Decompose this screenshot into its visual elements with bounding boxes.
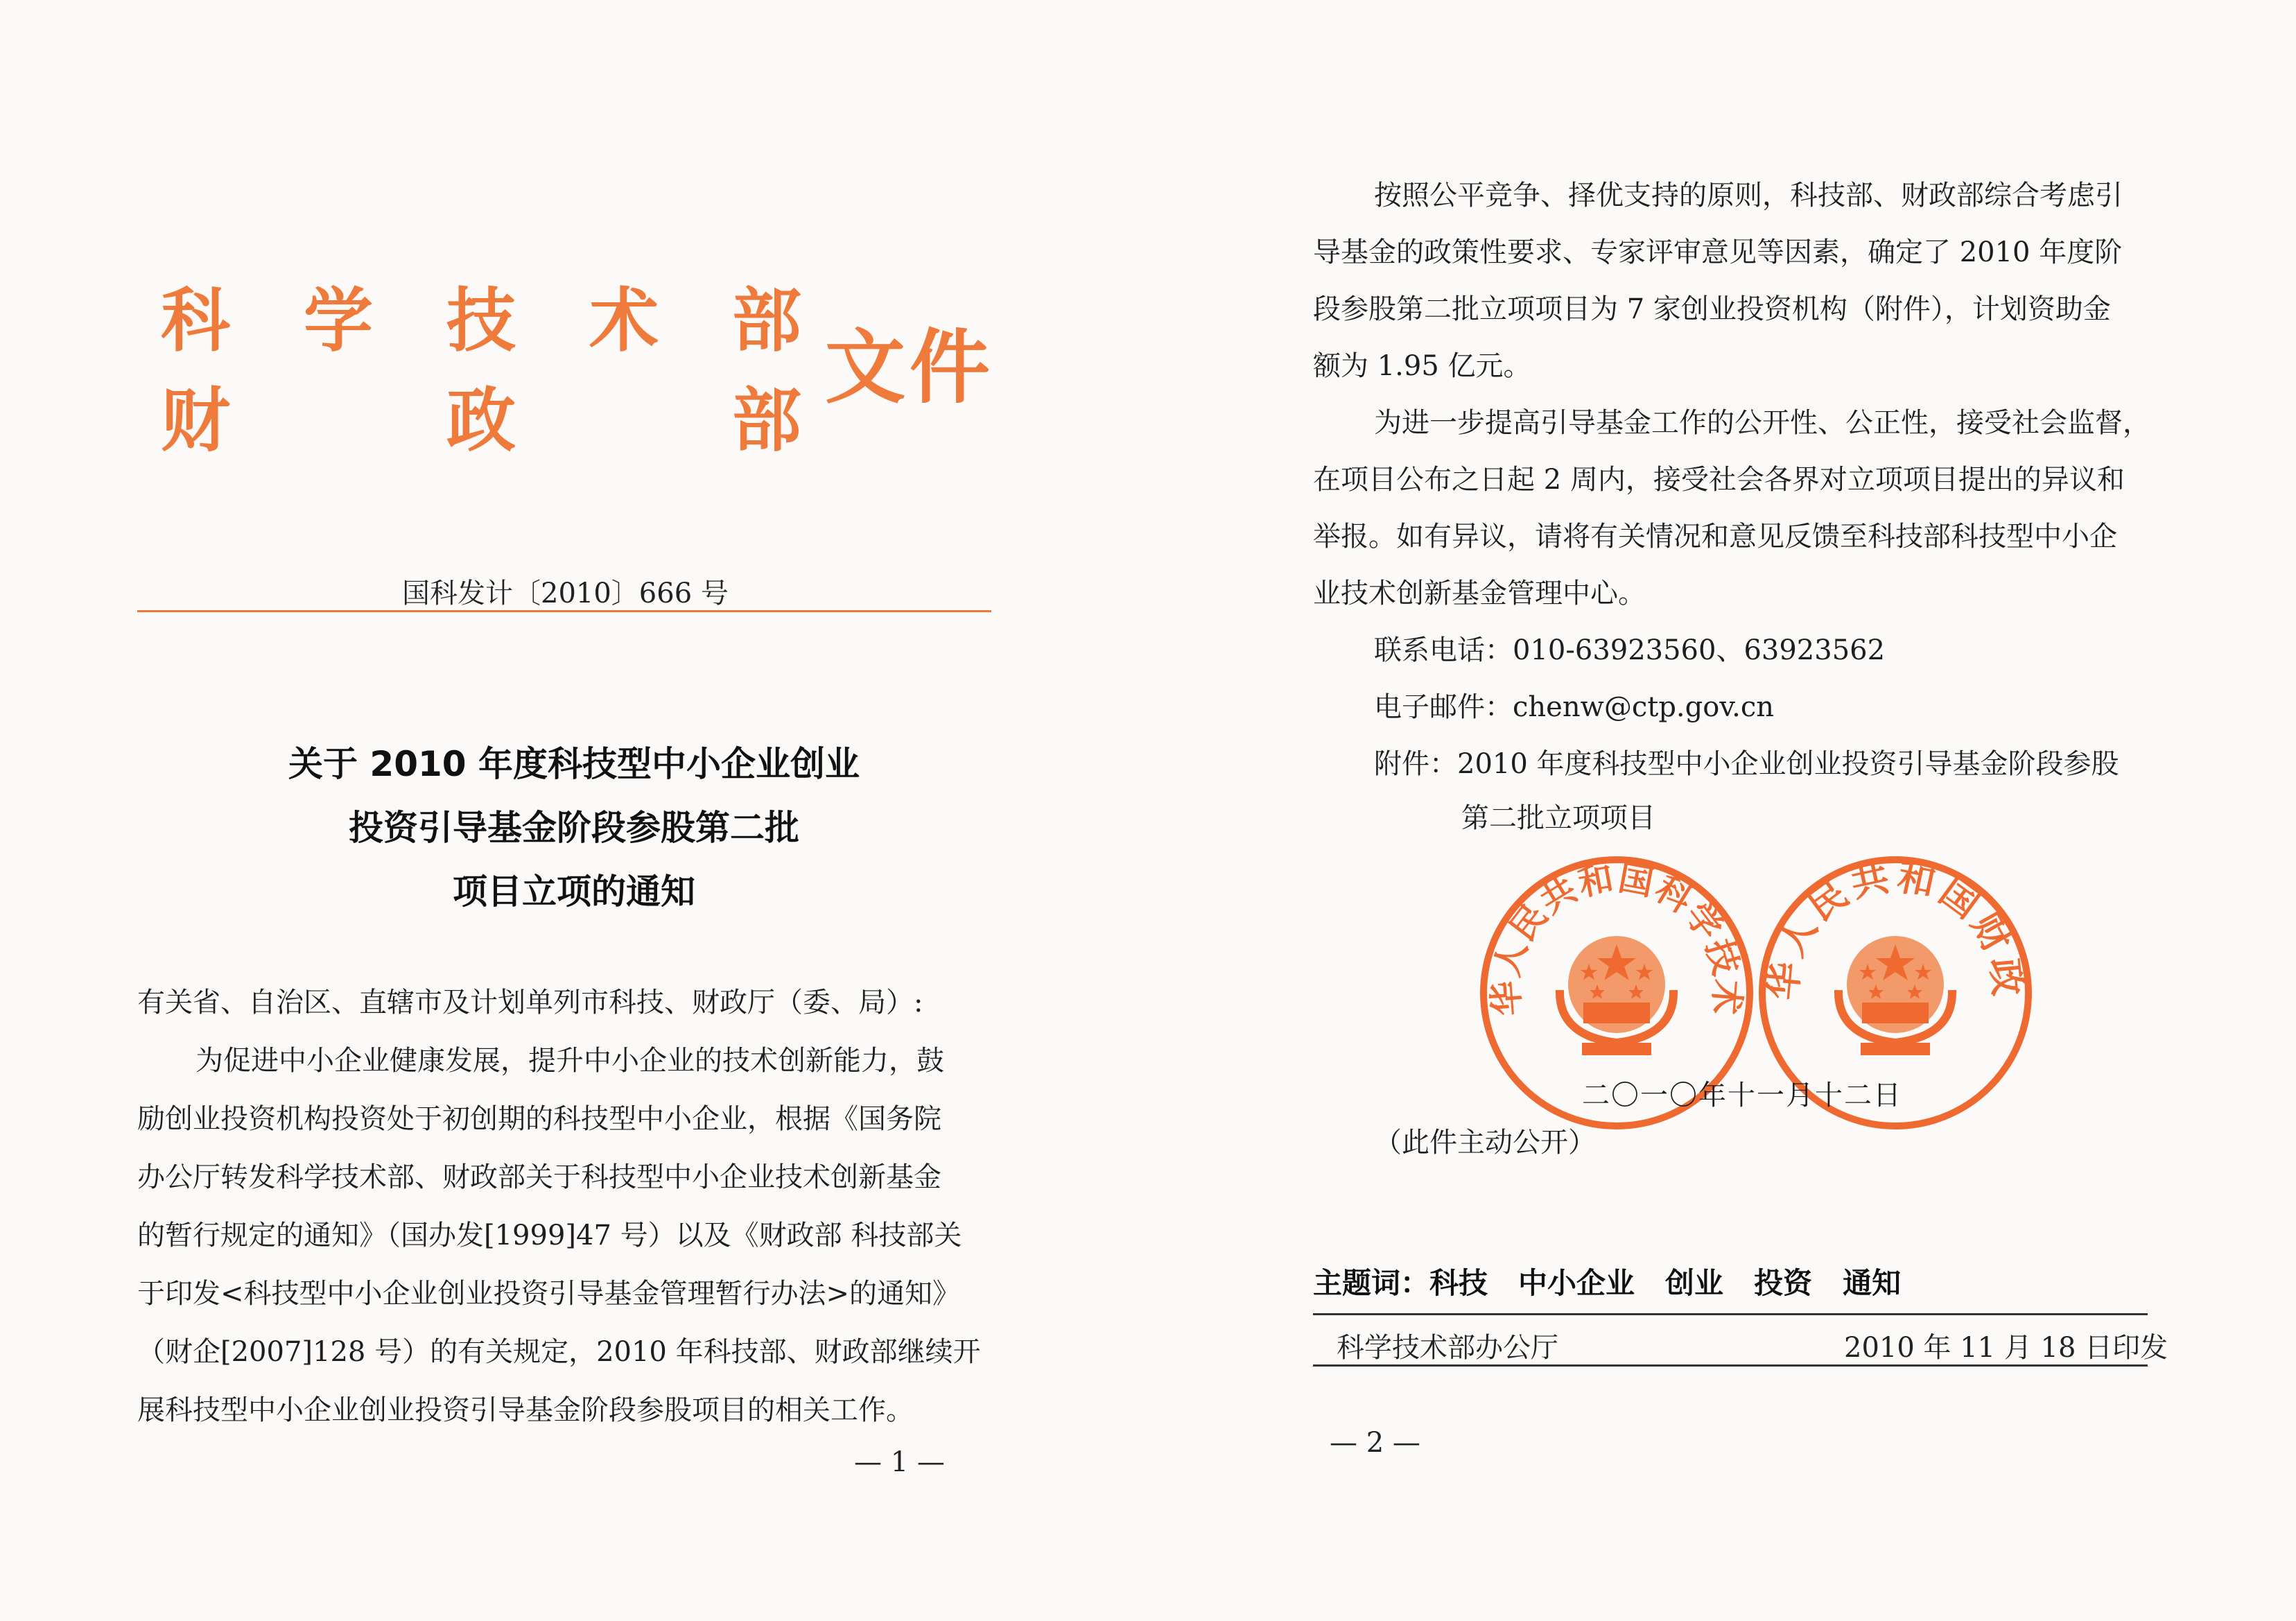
para2-line: 按照公平竞争、择优支持的原则，科技部、财政部综合考虑引 xyxy=(1374,180,2123,211)
para1-line: 为促进中小企业健康发展，提升中小企业的技术创新能力，鼓 xyxy=(195,1045,944,1077)
para3-line: 举报。如有异议，请将有关情况和意见反馈至科技部科技型中小企 xyxy=(1313,521,2117,553)
letterhead-suffix: 文件 xyxy=(825,320,994,415)
print-date: 2010 年 11 月 18 日印发 xyxy=(1844,1332,2168,1364)
keyword: 通知 xyxy=(1843,1266,1902,1300)
letterhead-char: 术 xyxy=(589,279,659,361)
contact-phone xyxy=(1374,636,1885,664)
para3-line: 为进一步提高引导基金工作的公开性、公正性，接受社会监督， xyxy=(1374,407,2150,439)
page-number: — 2 — xyxy=(1330,1427,1420,1459)
sign-date: 二〇一〇年十一月十二日 xyxy=(1582,1080,1902,1111)
doc-title-line-2: 投资引导基金阶段参股第二批 xyxy=(349,808,799,848)
seal-left-text: 华人民共和国科学技术 xyxy=(1485,857,1748,1018)
attachment-label: 附件： xyxy=(1374,748,1457,780)
rule-top xyxy=(1313,1313,2148,1315)
para3-line: 在项目公布之日起 2 周内，接受社会各界对立项项目提出的异议和 xyxy=(1313,464,2125,496)
national-emblem-icon xyxy=(1838,936,1952,1055)
para1-line: 展科技型中小企业创业投资引导基金阶段参股项目的相关工作。 xyxy=(137,1394,914,1426)
doc-title-line-1: 关于 2010 年度科技型中小企业创业 xyxy=(288,744,860,784)
email-value: chenw@ctp.gov.cn xyxy=(1513,691,1775,723)
seal-right-text: 华人民共和国财政 xyxy=(1761,854,2030,1002)
para3-line: 业技术创新基金管理中心。 xyxy=(1313,578,1646,609)
rule-bottom xyxy=(1313,1364,2148,1367)
letterhead-char: 政 xyxy=(446,379,516,461)
keywords-label: 主题词： xyxy=(1313,1266,1430,1300)
page-number: — 1 — xyxy=(854,1446,945,1478)
para1-line: （财企[2007]128 号）的有关规定，2010 年科技部、财政部继续开 xyxy=(137,1336,981,1368)
para2-line: 段参股第二批立项项目为 7 家创业投资机构（附件），计划资助金 xyxy=(1313,293,2111,325)
letterhead-char: 科 xyxy=(161,279,230,361)
letterhead-char: 技 xyxy=(446,279,516,361)
keyword: 科技 xyxy=(1429,1266,1488,1300)
attachment-title-cont: 第二批立项项目 xyxy=(1461,802,1655,834)
attachment xyxy=(1374,750,2119,778)
para2-line: 导基金的政策性要求、专家评审意见等因素，确定了 2010 年度阶 xyxy=(1313,236,2123,268)
email-label: 电子邮件： xyxy=(1374,691,1513,723)
doc-number: 国科发计〔2010〕666 号 xyxy=(402,578,729,609)
para1-line: 办公厅转发科学技术部、财政部关于科技型中小企业技术创新基金 xyxy=(137,1161,941,1193)
issuing-office: 科学技术部办公厅 xyxy=(1337,1332,1558,1364)
attachment-title: 2010 年度科技型中小企业创业投资引导基金阶段参股 xyxy=(1457,748,2119,780)
addressee: 有关省、自治区、直辖市及计划单列市科技、财政厅（委、局）: xyxy=(137,987,923,1018)
keyword: 创业 xyxy=(1665,1266,1724,1300)
letterhead-char: 部 xyxy=(732,379,801,461)
para2-line: 额为 1.95 亿元。 xyxy=(1313,350,1531,382)
page-2 xyxy=(1148,0,2296,1621)
keyword: 投资 xyxy=(1754,1266,1813,1300)
para1-line: 的暂行规定的通知》（国办发[1999]47 号）以及《财政部 科技部关 xyxy=(137,1220,962,1251)
doc-title-line-3: 项目立项的通知 xyxy=(453,872,695,912)
national-emblem-icon xyxy=(1560,936,1673,1055)
phone-label: 联系电话： xyxy=(1374,634,1513,666)
red-separator-line xyxy=(137,610,991,612)
letterhead-char: 部 xyxy=(732,279,801,361)
keyword: 中小企业 xyxy=(1518,1266,1635,1300)
phone-value: 010-63923560、63923562 xyxy=(1513,634,1886,666)
keywords xyxy=(1313,1260,1931,1302)
letterhead-char: 学 xyxy=(304,279,373,361)
para1-line: 励创业投资机构投资处于初创期的科技型中小企业，根据《国务院 xyxy=(137,1103,941,1135)
contact-email xyxy=(1374,693,1774,721)
public-note: （此件主动公开） xyxy=(1374,1127,1596,1159)
letterhead-char: 财 xyxy=(161,379,230,461)
para1-line: 于印发<科技型中小企业创业投资引导基金管理暂行办法>的通知》 xyxy=(137,1278,961,1310)
